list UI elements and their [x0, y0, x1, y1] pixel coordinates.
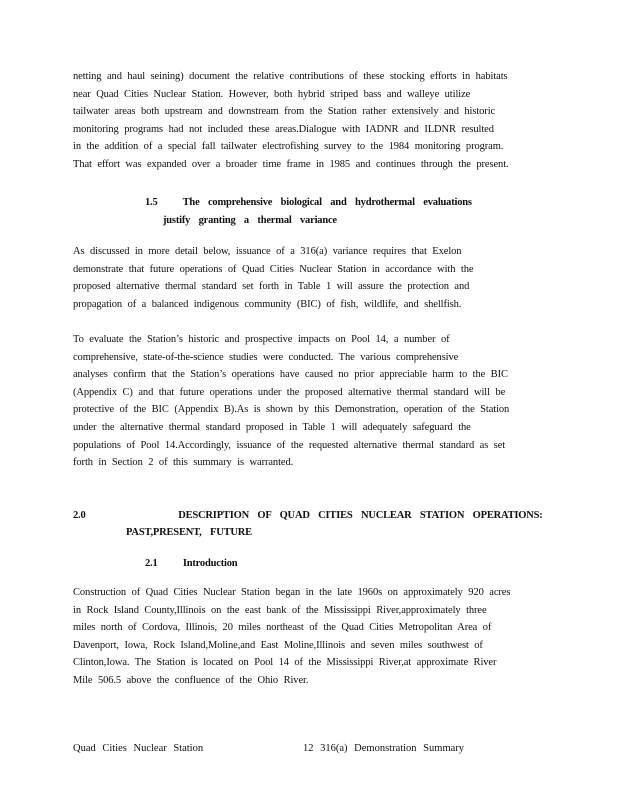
text-line: comprehensive, state-of-the-science studies were conducted. The various comprehensive: [73, 351, 459, 363]
text-line: propagation of a balanced indigenous community (BIC) of fish, wildlife, and shellfish.: [73, 298, 462, 310]
text-line: populations of Pool 14.Accordingly, issuance of the requested alternative thermal standard as set: [73, 439, 506, 451]
text-line: forth in Section 2 of this summary is warranted.: [73, 457, 294, 469]
section-title-line-1: The comprehensive biological and hydrothermal evaluations: [182, 197, 472, 208]
text-line: protective of the BIC (Appendix B).As is shown by this Demonstration, operation of the Station: [73, 404, 510, 416]
section-1-5-heading-cont: [163, 212, 337, 229]
text-line: in Rock Island County,Illinois on the east bank of the Mississippi River,approximately three: [73, 604, 487, 616]
text-line: To evaluate the Station’s historic and prospective impacts on Pool 14, a number of: [73, 334, 450, 345]
section-1-5-heading: [145, 194, 472, 211]
text-line: near Quad Cities Nuclear Station. However, both hybrid striped bass and walleye utilize: [73, 88, 471, 100]
paragraph-variance-requirements: [73, 243, 541, 313]
paragraph-stocking-efforts: [73, 68, 541, 174]
text-line: Davenport, Iowa, Rock Island,Moline,and East Moline,Illinois and seven miles southwest of: [73, 639, 483, 651]
section-2-1-heading: [145, 555, 237, 572]
text-line: That effort was expanded over a broader time frame in 1985 and continues through the present.: [73, 158, 509, 170]
text-line: netting and haul seining) document the relative contributions of these stocking efforts in habitats: [73, 71, 508, 82]
text-line: As discussed in more detail below, issuance of a 316(a) variance requires that Exelon: [73, 246, 462, 257]
text-line: under the alternative thermal standard proposed in Table 1 will adequately safeguard the: [73, 421, 471, 433]
text-line: Mile 506.5 above the confluence of the Ohio River.: [73, 674, 309, 686]
text-line: monitoring programs had not included these areas.Dialogue with IADNR and ILDNR resulted: [73, 123, 494, 135]
section-title: Introduction: [182, 558, 238, 569]
section-title-line-1: DESCRIPTION OF QUAD CITIES NUCLEAR STATION OPERATIONS:: [178, 510, 543, 521]
text-line: tailwater areas both upstream and downstream from the Station rather extensively and historic: [73, 106, 496, 118]
text-line: Clinton,Iowa. The Station is located on Pool 14 of the Mississippi River,at approximate River: [73, 657, 497, 669]
section-title-line-2: PAST,PRESENT, FUTURE: [126, 527, 252, 538]
text-line: in the addition of a special fall tailwater electrofishing survey to the 1984 monitoring program.: [73, 141, 504, 153]
footer-left: Quad Cities Nuclear Station: [73, 743, 204, 754]
footer-right: 12 316(a) Demonstration Summary: [303, 743, 465, 754]
text-line: Construction of Quad Cities Nuclear Station began in the late 1960s on approximately 920 acres: [73, 587, 511, 598]
section-number: 2.0: [73, 510, 86, 521]
text-line: miles north of Cordova, Illinois, 20 miles northeast of the Quad Cities Metropolitan Area of: [73, 622, 492, 634]
text-line: (Appendix C) and that future operations under the proposed alternative thermal standard will be: [73, 386, 506, 398]
section-2-0-heading-cont: [126, 524, 252, 541]
section-number: 1.5: [145, 197, 158, 208]
section-2-0-heading: [73, 507, 543, 524]
text-line: demonstrate that future operations of Quad Cities Nuclear Station in accordance with the: [73, 263, 474, 275]
section-number: 2.1: [145, 558, 158, 569]
text-line: proposed alternative thermal standard set forth in Table 1 will assure the protection and: [73, 281, 470, 293]
section-title-line-2: justify granting a thermal variance: [163, 215, 337, 226]
paragraph-impact-evaluation: [73, 331, 541, 472]
text-line: analyses confirm that the Station’s operations have caused no prior appreciable harm to the BIC: [73, 369, 508, 381]
paragraph-station-location: [73, 584, 541, 690]
